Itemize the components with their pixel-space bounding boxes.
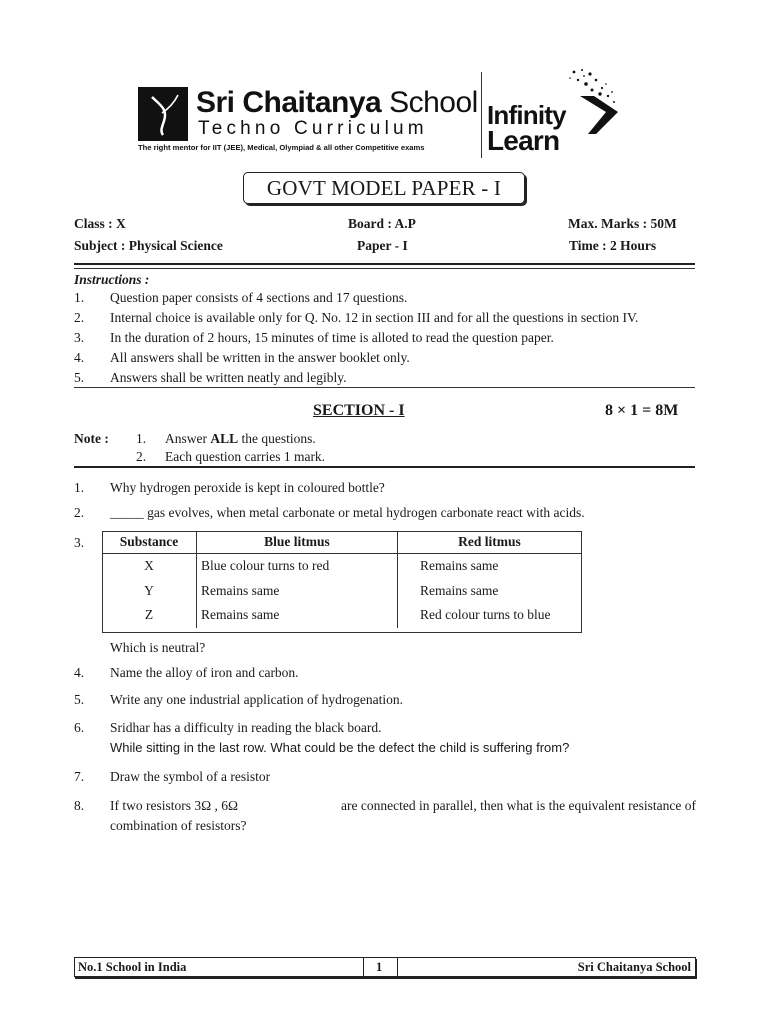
question-text-line2: combination of resistors? [110, 818, 247, 833]
table-row [102, 579, 581, 604]
question-text-pre-words: If two resistors [110, 798, 191, 813]
page-footer [74, 957, 696, 977]
question-followup: Which is neutral? [110, 640, 206, 655]
footer-divider [363, 958, 364, 976]
instruction-num: 3. [74, 330, 85, 345]
question-number: 2. [74, 505, 85, 520]
table-cell: Remains same [197, 579, 398, 604]
section-rule [74, 466, 695, 468]
paper-label: Paper - I [357, 238, 408, 253]
question-text: Draw the symbol of a resistor [110, 769, 271, 784]
instruction-text: Question paper consists of 4 sections and 17 questions. [110, 290, 408, 305]
footer-divider [397, 958, 398, 976]
school-tagline: The right mentor for IIT (JEE), Medical, Olympiad & all other Competitive exams [138, 143, 425, 152]
school-logo-emblem [138, 87, 188, 141]
resistor-values: 3Ω , 6Ω [194, 798, 239, 813]
question-number: 7. [74, 769, 85, 784]
table-cell: Z [102, 603, 197, 628]
footer-left-text: No.1 School in India [78, 960, 187, 974]
partner-logo-line2: Learn [487, 125, 560, 156]
note-text-bold: ALL [210, 431, 239, 446]
note-num: 1. [136, 431, 147, 446]
instruction-num: 1. [74, 290, 85, 305]
question-text-post: are connected in parallel, then what is the equivalent resistance of [341, 798, 696, 813]
question-number: 4. [74, 665, 85, 680]
question-text: _____ gas evolves, when metal carbonate or metal hydrogen carbonate react with acids. [110, 505, 585, 520]
board-label: Board : A.P [348, 216, 416, 231]
partner-logo-line1: Infinity [487, 100, 566, 130]
time-label: Time : 2 Hours [569, 238, 657, 253]
section-title: SECTION - I [313, 402, 405, 419]
max-marks-label: Max. Marks : 50M [568, 216, 677, 231]
note-text [165, 431, 316, 447]
instructions-rule [74, 387, 695, 388]
question-text: Sridhar has a difficulty in reading the black board. [110, 720, 382, 735]
table-cell: Remains same [420, 582, 499, 598]
table-row [102, 603, 581, 628]
infinity-learn-arrow-icon [562, 66, 624, 156]
table-cell: Remains same [197, 603, 398, 628]
page-number: 1 [376, 960, 383, 974]
instruction-text: All answers shall be written in the answer booklet only. [110, 350, 410, 365]
school-name-bold: Sri Chaitanya [196, 86, 382, 119]
question-number: 8. [74, 798, 85, 813]
question-text-pre [110, 798, 238, 814]
meta-rule-bottom [74, 268, 695, 269]
table-header-cell: Red litmus [398, 531, 582, 554]
note-label: Note : [74, 431, 109, 446]
note-num: 2. [136, 449, 147, 464]
instruction-text: Answers shall be written neatly and legibly. [110, 370, 347, 385]
note-text-pre: Answer [165, 431, 211, 446]
question-text-line2: While sitting in the last row. What could be the defect the child is suffering from? [110, 740, 570, 755]
meta-rule-top [74, 263, 695, 265]
question-number: 3. [74, 535, 85, 550]
logo-divider [481, 72, 482, 158]
litmus-table [102, 531, 581, 628]
instruction-num: 4. [74, 350, 85, 365]
question-text: Name the alloy of iron and carbon. [110, 665, 299, 680]
table-header-cell: Substance [102, 531, 197, 554]
school-name [196, 86, 478, 120]
instruction-num: 5. [74, 370, 85, 385]
question-text: Write any one industrial application of hydrogenation. [110, 692, 403, 707]
question-number: 5. [74, 692, 85, 707]
school-name-light: School [389, 86, 478, 119]
paper-title: GOVT MODEL PAPER - I [243, 172, 525, 204]
table-cell: Red colour turns to blue [420, 607, 551, 623]
footer-right-text: Sri Chaitanya School [577, 960, 691, 974]
question-number: 6. [74, 720, 85, 735]
table-header-row [102, 531, 581, 554]
instructions-heading: Instructions : [74, 272, 150, 287]
note-text: Each question carries 1 mark. [165, 449, 326, 464]
class-label: Class : X [74, 216, 126, 231]
question-number: 1. [74, 480, 85, 495]
table-cell: Y [102, 579, 197, 604]
note-text-post: the questions. [238, 431, 316, 446]
instruction-text: In the duration of 2 hours, 15 minutes of time is alloted to read the question paper. [110, 330, 554, 345]
instruction-text: Internal choice is available only for Q. No. 12 in section III and for all the questions in section IV. [110, 310, 639, 325]
question-text: Why hydrogen peroxide is kept in coloured bottle? [110, 480, 385, 495]
section-marks: 8 × 1 = 8M [605, 402, 679, 419]
table-cell: X [102, 554, 197, 579]
question-text [110, 798, 696, 814]
instruction-num: 2. [74, 310, 85, 325]
table-header-cell: Blue litmus [197, 531, 398, 554]
table-row [102, 554, 581, 579]
curriculum-label: Techno Curriculum [198, 118, 428, 139]
school-emblem-icon [138, 87, 188, 141]
table-cell: Remains same [420, 558, 499, 574]
table-cell: Blue colour turns to red [197, 554, 398, 579]
subject-label: Subject : Physical Science [74, 238, 223, 253]
